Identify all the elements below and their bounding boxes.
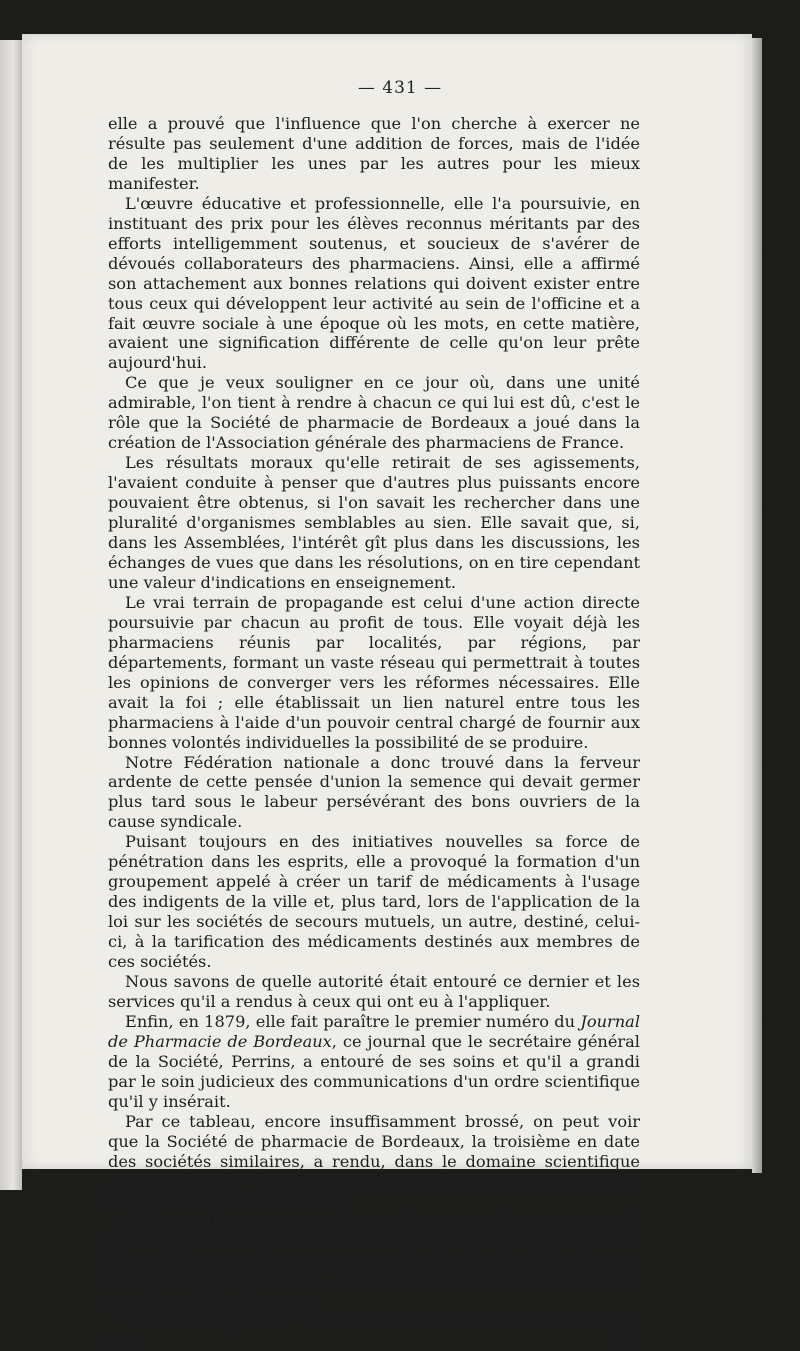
paragraph: Puisant toujours en des initiatives nouvelles sa force de pénétration dans les esprits, elle a provoqué la formation d'un groupement appelé à créer un tarif de médicaments à l'usage des indigents de la ville et, plus tard, lors de l'application de la loi sur les sociétés de secours mutuels, un autre, destiné, celui-ci, à la tarification des médicaments destinés aux membres de ces sociétés.: [108, 832, 640, 972]
paragraph: Nous savons de quelle autorité était entouré ce dernier et les services qu'il a rendus à ceux qui ont eu à l'appliquer.: [108, 971, 640, 1011]
paragraph-journal: [108, 1012, 640, 1112]
facing-page-edge: [0, 40, 22, 1190]
journal-text-after: , ce journal que le secrétaire général de la Société, Perrins, a entouré de ses soins et qu'il a grandi par le soin judicieux des communications d'un ordre scientifique qu'il y insérait.: [108, 1031, 640, 1111]
paragraph: elle a prouvé que l'influence que l'on cherche à exercer ne résulte pas seulement d'une addition de forces, mais de l'idée de les multiplier les unes par les autres pour les mieux manifester.: [108, 114, 640, 193]
paragraph: Ce que je veux souligner en ce jour où, dans une unité admirable, l'on tient à rendre à chacun ce qui lui est dû, c'est le rôle que la Société de pharmacie de Bordeaux a joué dans la création de l'Association générale des pharmaciens de France.: [108, 373, 640, 453]
paragraph: Si les praticiens y sont plus nombreux que les représentants du corps enseignant, l'autorité de ces derniers s'y fait très fortement sentir. Leur enseignement, leur haute formation s'y reflètent à tout instant et lui donnent le caractère d'une Académie de haute tenue.: [108, 1211, 640, 1311]
journal-title: Journal de Pharmacie de Bordeaux: [108, 1011, 640, 1051]
page-stack-edge: [752, 38, 762, 1173]
paragraph: Les résultats moraux qu'elle retirait de ses agissements, l'avaient conduite à penser que d'autres plus puissants encore pouvaient être obtenus, si l'on savait les rechercher dans une pluralité d'organismes semblables au sien. Elle savait que, si, dans les Assemblées, l'intérêt gît plus dans les discussions, les échanges de vues que dans les résolutions, on en tire cependant une valeur d'indications en enseignement.: [108, 453, 640, 592]
body-text: [108, 114, 640, 1351]
page-number: — 431 —: [357, 78, 443, 98]
paragraph: Notre Fédération nationale a donc trouvé dans la ferveur ardente de cette pensée d'union la semence qui devait germer plus tard sous le labeur persévérant des bons ouvriers de la cause syndicale.: [108, 752, 640, 832]
journal-text-before: Enfin, en 1879, elle fait paraître le premier numéro du: [125, 1011, 581, 1031]
paragraph: Une œuvre qui obéit à des sentiments aussi élevés ne s'éteint pas. Elle: [108, 1311, 640, 1351]
paragraph: L'œuvre éducative et professionnelle, elle l'a poursuivie, en instituant des prix pour les élèves reconnus méritants par des efforts intelligemment soutenus, et soucieux de s'avérer de dévoués collaborateurs des pharmaciens. Ainsi, elle a affirmé son attachement aux bonnes relations qui doivent exister entre tous ceux qui développent leur activité au sein de l'officine et a fait œuvre sociale à une époque où les mots, en cette matière, avaient une signification différente de celle qu'on leur prête aujourd'hui.: [108, 193, 640, 373]
paragraph: Le vrai terrain de propagande est celui d'une action directe poursuivie par chacun au profit de tous. Elle voyait déjà les pharmaciens réunis par localités, par régions, par départements, formant un vaste réseau qui permettrait à toutes les opinions de converger vers les réformes nécessaires. Elle avait la foi ; elle établissait un lien naturel entre tous les pharmaciens à l'aide d'un pouvoir central chargé de fournir aux bonnes volontés individuelles la possibilité de se produire.: [108, 592, 640, 752]
paragraph: Par ce tableau, encore insuffisamment brossé, on peut voir que la Société de pharmacie de Bordeaux, la troisième en date des sociétés similaires, a rendu, dans le domaine scientifique comme dans le domaine corporatif, des services dont nous ressentons les heureux effets.: [108, 1111, 640, 1211]
